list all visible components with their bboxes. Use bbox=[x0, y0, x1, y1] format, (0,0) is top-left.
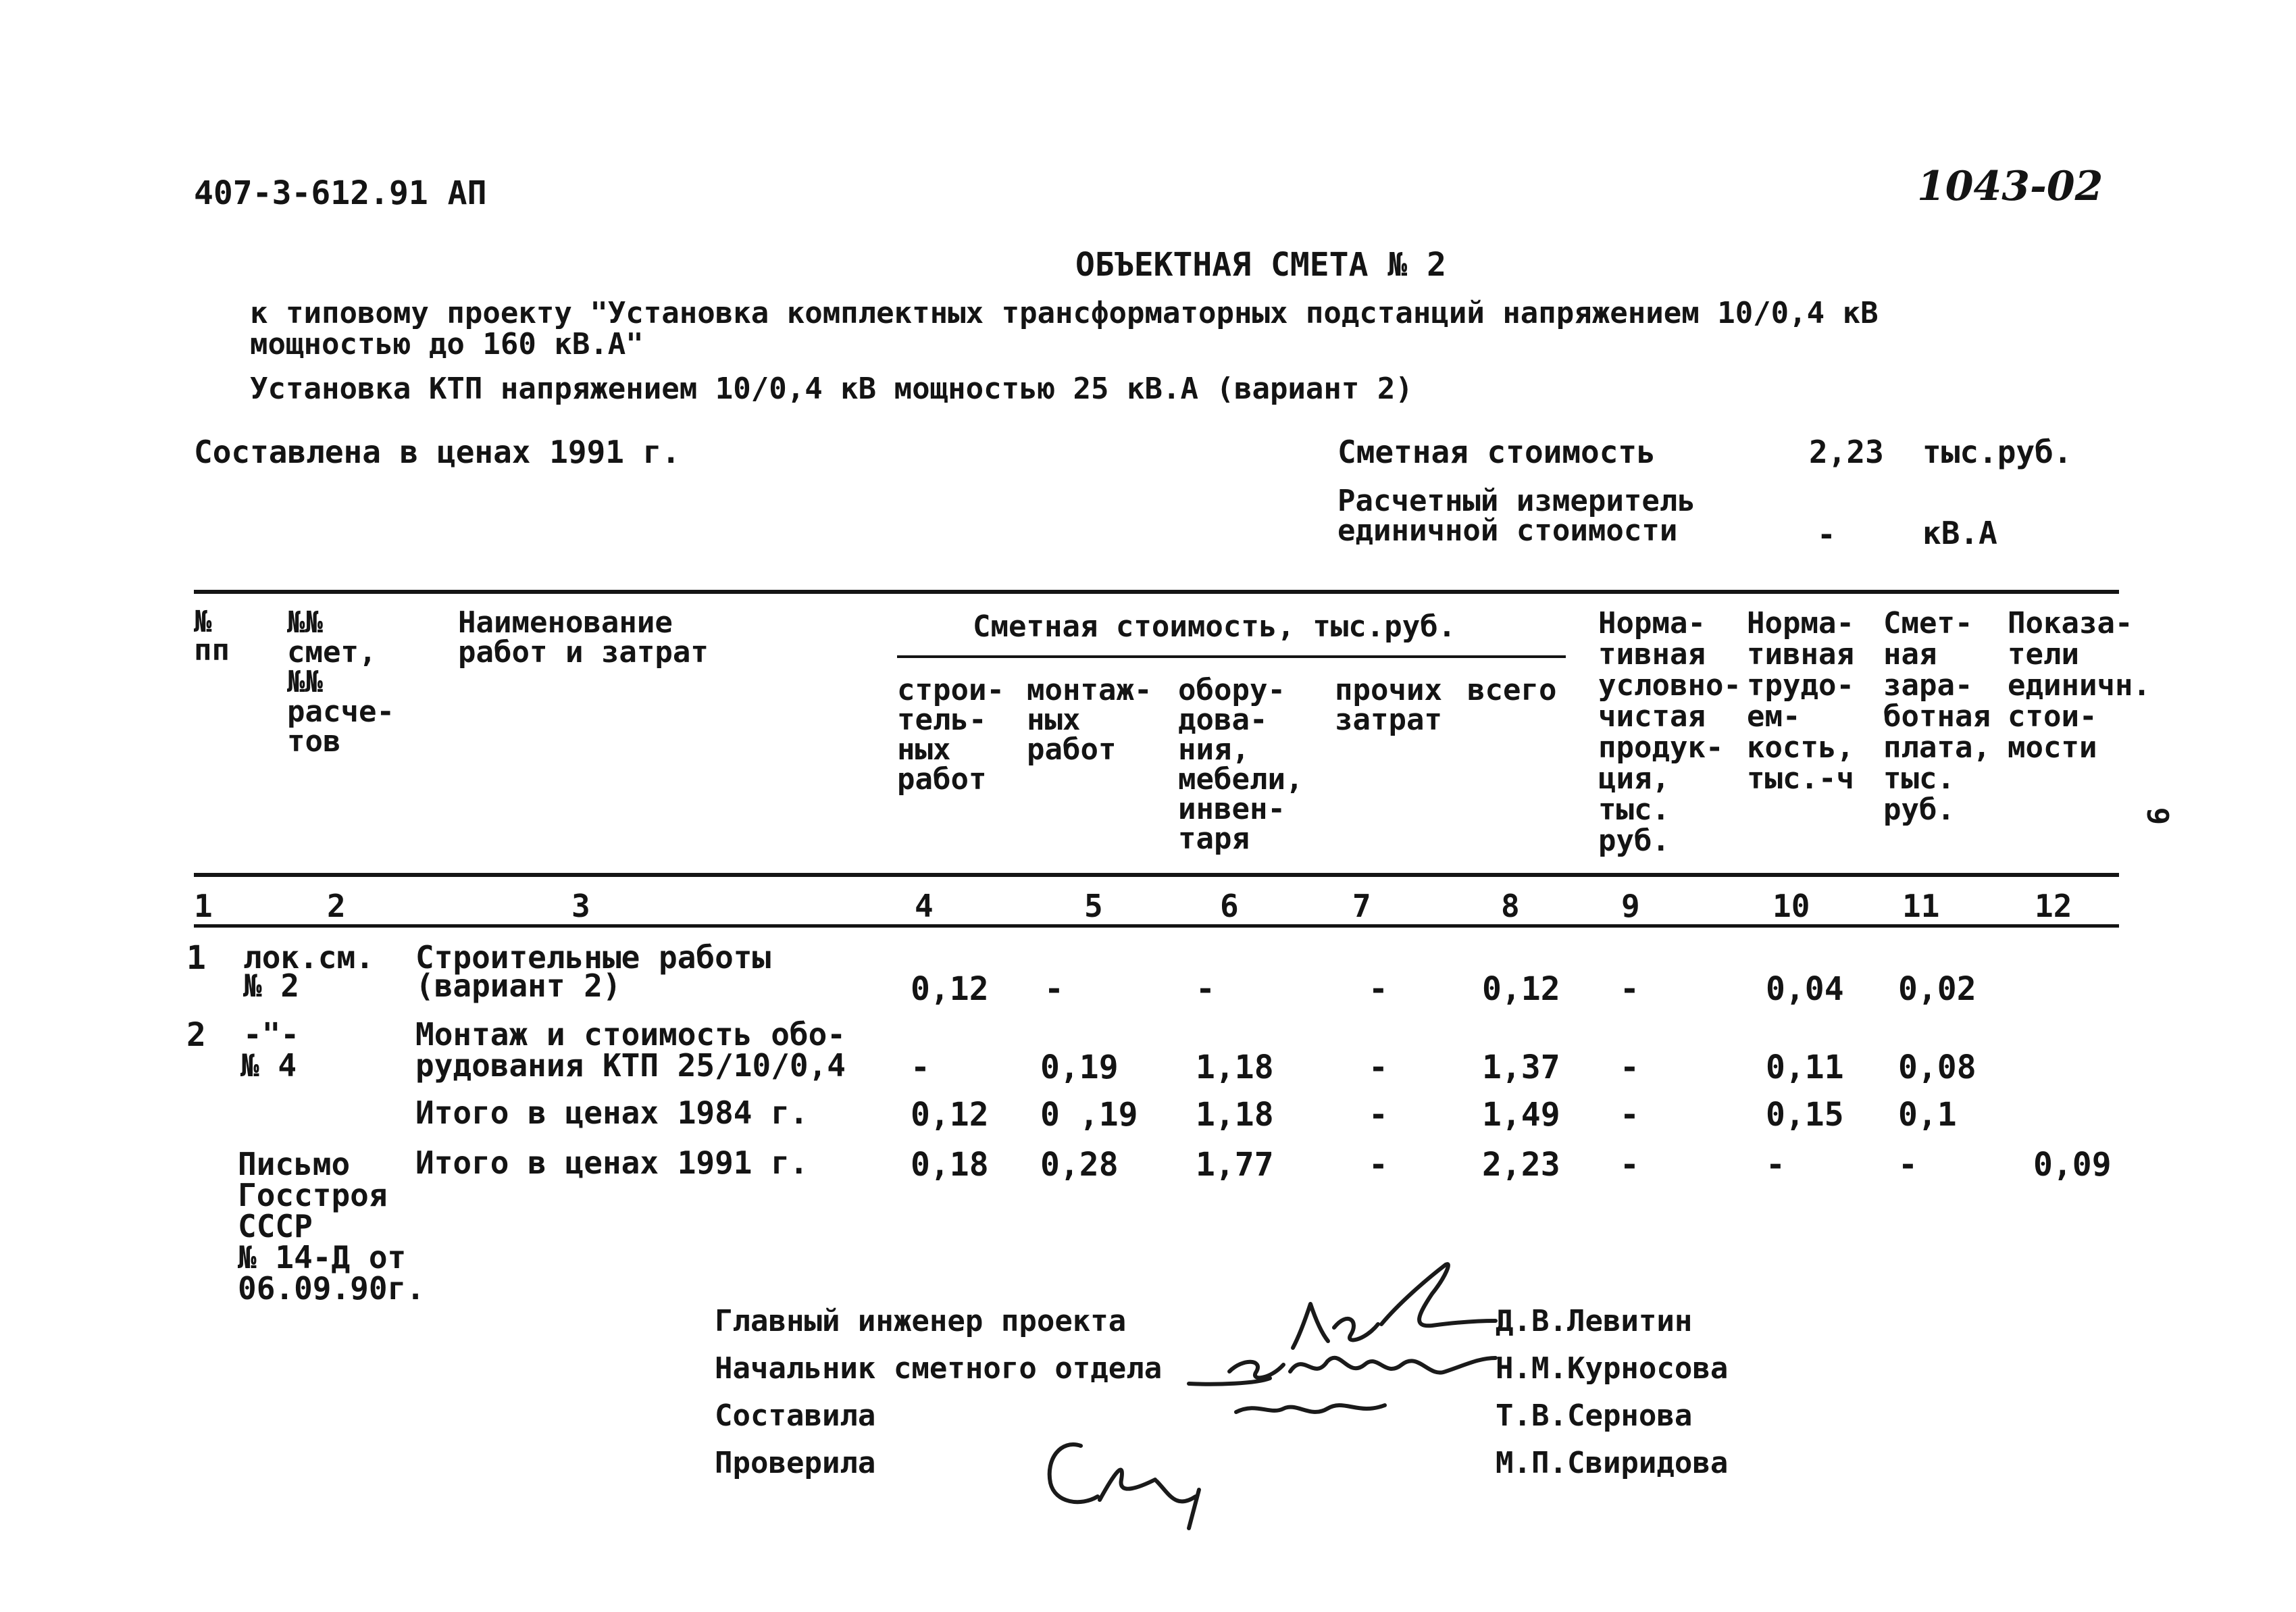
cell-total: 0,12 bbox=[1482, 970, 1560, 1008]
column-number: 2 bbox=[327, 888, 346, 924]
column-number: 5 bbox=[1084, 888, 1103, 924]
meter-label-2: единичной стоимости bbox=[1337, 513, 1678, 548]
cell-net-production: - bbox=[1620, 1096, 1639, 1134]
meter-unit: кВ.А bbox=[1922, 515, 1997, 551]
column-number: 10 bbox=[1772, 888, 1810, 924]
cell-labor: 0,04 bbox=[1766, 970, 1844, 1008]
cell-labor: 0,15 bbox=[1766, 1096, 1844, 1134]
cell-other: - bbox=[1369, 1146, 1388, 1184]
signature-role: Проверила bbox=[715, 1446, 876, 1480]
estimate-title: ОБЪЕКТНАЯ СМЕТА № 2 bbox=[1075, 246, 1447, 284]
cell-wages: 0,02 bbox=[1898, 970, 1976, 1008]
cost-value: 2,23 bbox=[1809, 434, 1884, 470]
cell-net-production: - bbox=[1620, 970, 1639, 1008]
cell-equipment: - bbox=[1196, 970, 1215, 1008]
row-number: 2 bbox=[186, 1016, 206, 1054]
column-number: 11 bbox=[1902, 888, 1940, 924]
col-header-total: всего bbox=[1467, 673, 1557, 707]
cell-equipment: 1,18 bbox=[1196, 1096, 1274, 1134]
prices-note: Составлена в ценах 1991 г. bbox=[194, 434, 681, 470]
row-name-line2: (вариант 2) bbox=[415, 967, 621, 1004]
cell-other: - bbox=[1369, 1096, 1388, 1134]
row-name-line1: Монтаж и стоимость обо- bbox=[415, 1016, 846, 1053]
cell-installation: 0,28 bbox=[1040, 1146, 1119, 1184]
project-line-2: мощностью до 160 кВ.А" bbox=[250, 327, 644, 361]
signature-checker bbox=[1050, 1444, 1199, 1528]
signature-name: Т.В.Сернова bbox=[1496, 1399, 1693, 1433]
row-ref-line1: лок.см. bbox=[243, 939, 374, 976]
column-number: 9 bbox=[1621, 888, 1640, 924]
row-name-line1: Строительные работы bbox=[415, 939, 771, 976]
cell-construction: 0,12 bbox=[911, 1096, 989, 1134]
col-header-wages: Смет- ная зара- ботная плата, тыс. руб. bbox=[1883, 606, 1991, 827]
col-header-group: Сметная стоимость, тыс.руб. bbox=[973, 609, 1456, 644]
col-header-num: № пп bbox=[194, 605, 230, 668]
cell-construction: 0,12 bbox=[911, 970, 989, 1008]
meter-value: - bbox=[1817, 516, 1836, 553]
cell-other: - bbox=[1369, 1049, 1388, 1086]
cell-construction: 0,18 bbox=[911, 1146, 989, 1184]
cell-unit-cost: 0,09 bbox=[2033, 1146, 2112, 1184]
cell-equipment: 1,77 bbox=[1196, 1146, 1274, 1184]
cell-net-production: - bbox=[1620, 1146, 1639, 1184]
column-number: 12 bbox=[2035, 888, 2072, 924]
cell-installation: 0,19 bbox=[1040, 1049, 1119, 1086]
source-note: Письмо Госстроя СССР № 14-Д от 06.09.90г. bbox=[238, 1146, 425, 1307]
signature-chief-engineer bbox=[1293, 1264, 1496, 1348]
project-line-1: к типовому проекту "Установка комплектных трансформаторных подстанций напряжением 10/0,4 кВ bbox=[250, 296, 1879, 330]
row-name-line1: Итого в ценах 1991 г. bbox=[415, 1144, 809, 1181]
cell-wages: 0,1 bbox=[1898, 1096, 1957, 1134]
cell-construction: - bbox=[911, 1049, 930, 1086]
col-header-installation: монтаж- ных работ bbox=[1027, 673, 1152, 767]
col-header-construction: строи- тель- ных работ bbox=[897, 673, 1004, 797]
column-number: 8 bbox=[1501, 888, 1520, 924]
cell-labor: - bbox=[1766, 1146, 1785, 1184]
cell-net-production: - bbox=[1620, 1049, 1639, 1086]
signature-role: Главный инженер проекта bbox=[715, 1304, 1127, 1338]
col-header-unit-cost: Показа- тели единичн. стои- мости bbox=[2008, 606, 2151, 765]
cell-total: 1,49 bbox=[1482, 1096, 1560, 1134]
signature-dept-head bbox=[1189, 1358, 1496, 1412]
column-number: 7 bbox=[1352, 888, 1371, 924]
cell-labor: 0,11 bbox=[1766, 1049, 1844, 1086]
row-ref-line2: № 4 bbox=[240, 1047, 297, 1084]
signature-name: Д.В.Левитин bbox=[1496, 1304, 1693, 1338]
signature-role: Составила bbox=[715, 1399, 876, 1433]
cell-wages: - bbox=[1898, 1146, 1918, 1184]
row-ref-line1: -"- bbox=[243, 1016, 300, 1053]
signature-name: Н.М.Курносова bbox=[1496, 1351, 1729, 1386]
cell-installation: - bbox=[1044, 970, 1064, 1008]
row-ref-line2: № 2 bbox=[243, 967, 300, 1004]
col-header-name: Наименование работ и затрат bbox=[458, 605, 709, 670]
sheet-number: 1043-02 bbox=[1917, 163, 2103, 210]
cell-equipment: 1,18 bbox=[1196, 1049, 1274, 1086]
column-number: 1 bbox=[194, 888, 213, 924]
cost-unit: тыс.руб. bbox=[1922, 434, 2072, 470]
col-header-equipment: обору- дова- ния, мебели, инвен- таря bbox=[1178, 673, 1304, 856]
col-header-labor: Норма- тивная трудо- ем- кость, тыс.-ч bbox=[1747, 606, 1854, 796]
signature-role: Начальник сметного отдела bbox=[715, 1351, 1163, 1386]
col-header-other: прочих затрат bbox=[1335, 673, 1442, 737]
cell-total: 1,37 bbox=[1482, 1049, 1560, 1086]
signature-name: М.П.Свиридова bbox=[1496, 1446, 1729, 1480]
col-header-refs: №№ смет, №№ расче- тов bbox=[287, 605, 394, 759]
row-name-line1: Итого в ценах 1984 г. bbox=[415, 1094, 809, 1131]
column-number: 4 bbox=[915, 888, 934, 924]
cost-label: Сметная стоимость bbox=[1337, 434, 1656, 470]
meter-label-1: Расчетный измеритель bbox=[1337, 484, 1695, 518]
row-number: 1 bbox=[186, 939, 206, 977]
row-name-line2: рудования КТП 25/10/0,4 bbox=[415, 1047, 846, 1084]
cell-installation: 0 ,19 bbox=[1040, 1096, 1138, 1134]
cell-wages: 0,08 bbox=[1898, 1049, 1976, 1086]
column-number: 3 bbox=[571, 888, 590, 924]
side-mark: 9 bbox=[2140, 807, 2175, 826]
cell-total: 2,23 bbox=[1482, 1146, 1560, 1184]
document-code: 407-3-612.91 АП bbox=[194, 174, 487, 212]
object-line: Установка КТП напряжением 10/0,4 кВ мощностью 25 кВ.А (вариант 2) bbox=[250, 372, 1413, 406]
column-number: 6 bbox=[1220, 888, 1239, 924]
col-header-net-production: Норма- тивная условно- чистая продук- ция, тыс. руб. bbox=[1598, 606, 1741, 858]
cell-other: - bbox=[1369, 970, 1388, 1008]
